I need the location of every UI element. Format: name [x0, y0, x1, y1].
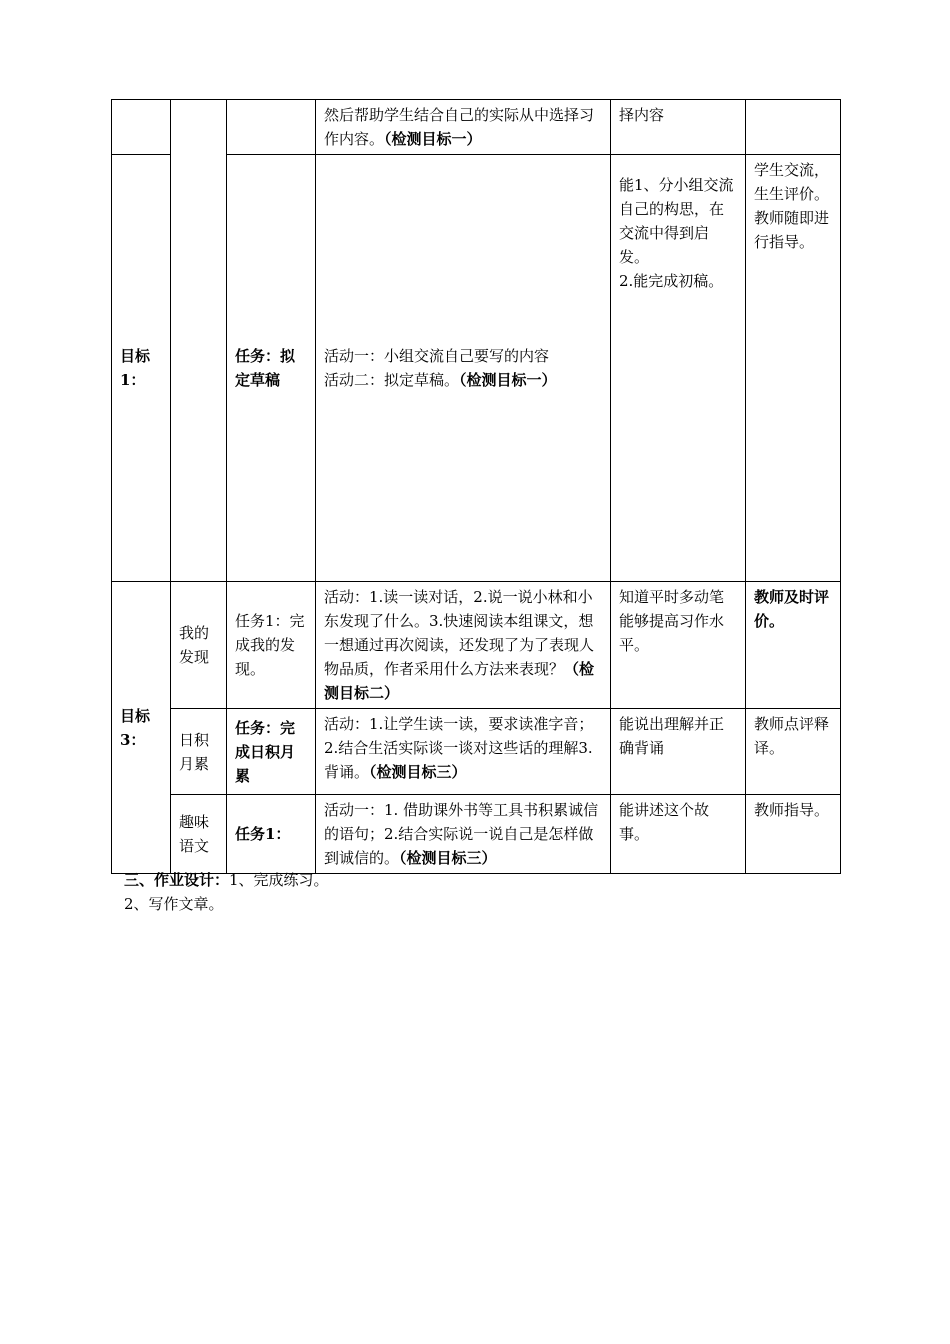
- evaluation-text: 教师点评释译。: [754, 715, 830, 757]
- section-label: 趣味语文: [179, 813, 210, 855]
- outcome-text: 择内容: [619, 106, 665, 124]
- activity-check: （检测目标一）: [459, 371, 557, 389]
- activity-cell: [316, 155, 611, 582]
- outcome-cell: [611, 155, 746, 582]
- section-cell: [171, 582, 227, 709]
- task-cell: [227, 582, 316, 709]
- activity-check: （检测目标一）: [384, 130, 482, 148]
- activity-text: 活动一：1. 借助课外书等工具书积累诚信的语句；2.结合实际说一说自己是怎样做到诚信的。: [324, 801, 599, 867]
- task-label: 任务：完成日积月累: [235, 718, 296, 785]
- goal-cell: [112, 155, 171, 582]
- table-row: [112, 582, 841, 709]
- lesson-plan-table: [111, 99, 841, 874]
- goal-label: 目标1：: [120, 347, 151, 389]
- outcome-text: 2.能完成初稿。: [619, 272, 724, 290]
- goal-label: 目标3：: [120, 706, 151, 749]
- goal-cell: [112, 100, 171, 155]
- homework-heading: 三、作业设计：: [124, 871, 230, 889]
- evaluation-cell: [746, 155, 841, 582]
- activity-cell: [316, 582, 611, 709]
- evaluation-text: 教师指导。: [754, 801, 830, 819]
- activity-check: （检测目标三）: [369, 763, 467, 781]
- outcome-cell: [611, 795, 746, 874]
- homework-item: 1、完成练习。: [229, 871, 329, 889]
- activity-check: （检测目标二）: [324, 660, 595, 702]
- outcome-cell: [611, 100, 746, 155]
- evaluation-cell: [746, 709, 841, 795]
- task-label: 任务：拟定草稿: [235, 347, 296, 389]
- task-cell: [227, 100, 316, 155]
- homework-line-1: [124, 868, 329, 892]
- homework-section: [124, 868, 329, 916]
- outcome-text: 能讲述这个故事。: [619, 801, 710, 843]
- homework-line-2: [124, 892, 329, 916]
- activity-check: （检测目标三）: [399, 849, 497, 867]
- table-row: [112, 709, 841, 795]
- evaluation-cell: [746, 582, 841, 709]
- task-cell: [227, 795, 316, 874]
- activity-line: 活动一：小组交流自己要写的内容: [324, 347, 550, 365]
- activity-text: 活动：1.让学生读一读，要求读准字音；2.结合生活实际谈一谈对这些话的理解3.背诵。: [324, 715, 594, 781]
- activity-text: 然后帮助学生结合自己的实际从中选择习作内容。: [324, 106, 595, 148]
- outcome-cell: [611, 582, 746, 709]
- outcome-text: 能说出理解并正确背诵: [619, 715, 725, 757]
- section-label: 日积月累: [179, 730, 210, 773]
- evaluation-text: 学生交流，生生评价。: [754, 161, 830, 203]
- section-cell: [171, 709, 227, 795]
- activity-line: 活动二：拟定草稿。: [324, 371, 460, 389]
- goal-cell: [112, 582, 171, 874]
- table-row: [112, 795, 841, 874]
- table-row: [112, 100, 841, 155]
- outcome-text: 能1、分小组交流自己的构思，在交流中得到启发。: [619, 176, 734, 266]
- section-label: 我的发现: [179, 624, 210, 666]
- outcome-text: 知道平时多动笔能够提高习作水平。: [619, 588, 725, 654]
- activity-cell: [316, 709, 611, 795]
- evaluation-text: 教师随即进行指导。: [754, 209, 830, 251]
- homework-item: 2、写作文章。: [124, 895, 224, 913]
- task-cell: [227, 155, 316, 582]
- activity-cell: [316, 100, 611, 155]
- task-label: 任务1：完成我的发现。: [235, 612, 305, 678]
- activity-cell: [316, 795, 611, 874]
- task-label: 任务1：: [235, 825, 291, 843]
- activity-text: 活动：1.读一读对话，2.说一说小林和小东发现了什么。3.快速阅读本组课文，想一想通过再次阅读，还发现了为了表现人物品质，作者采用什么方法来表现？: [324, 588, 595, 678]
- section-cell: [171, 795, 227, 874]
- evaluation-text: 教师及时评价。: [754, 588, 830, 630]
- task-cell: [227, 709, 316, 795]
- section-cell: [171, 100, 227, 582]
- evaluation-cell: [746, 100, 841, 155]
- evaluation-cell: [746, 795, 841, 874]
- outcome-cell: [611, 709, 746, 795]
